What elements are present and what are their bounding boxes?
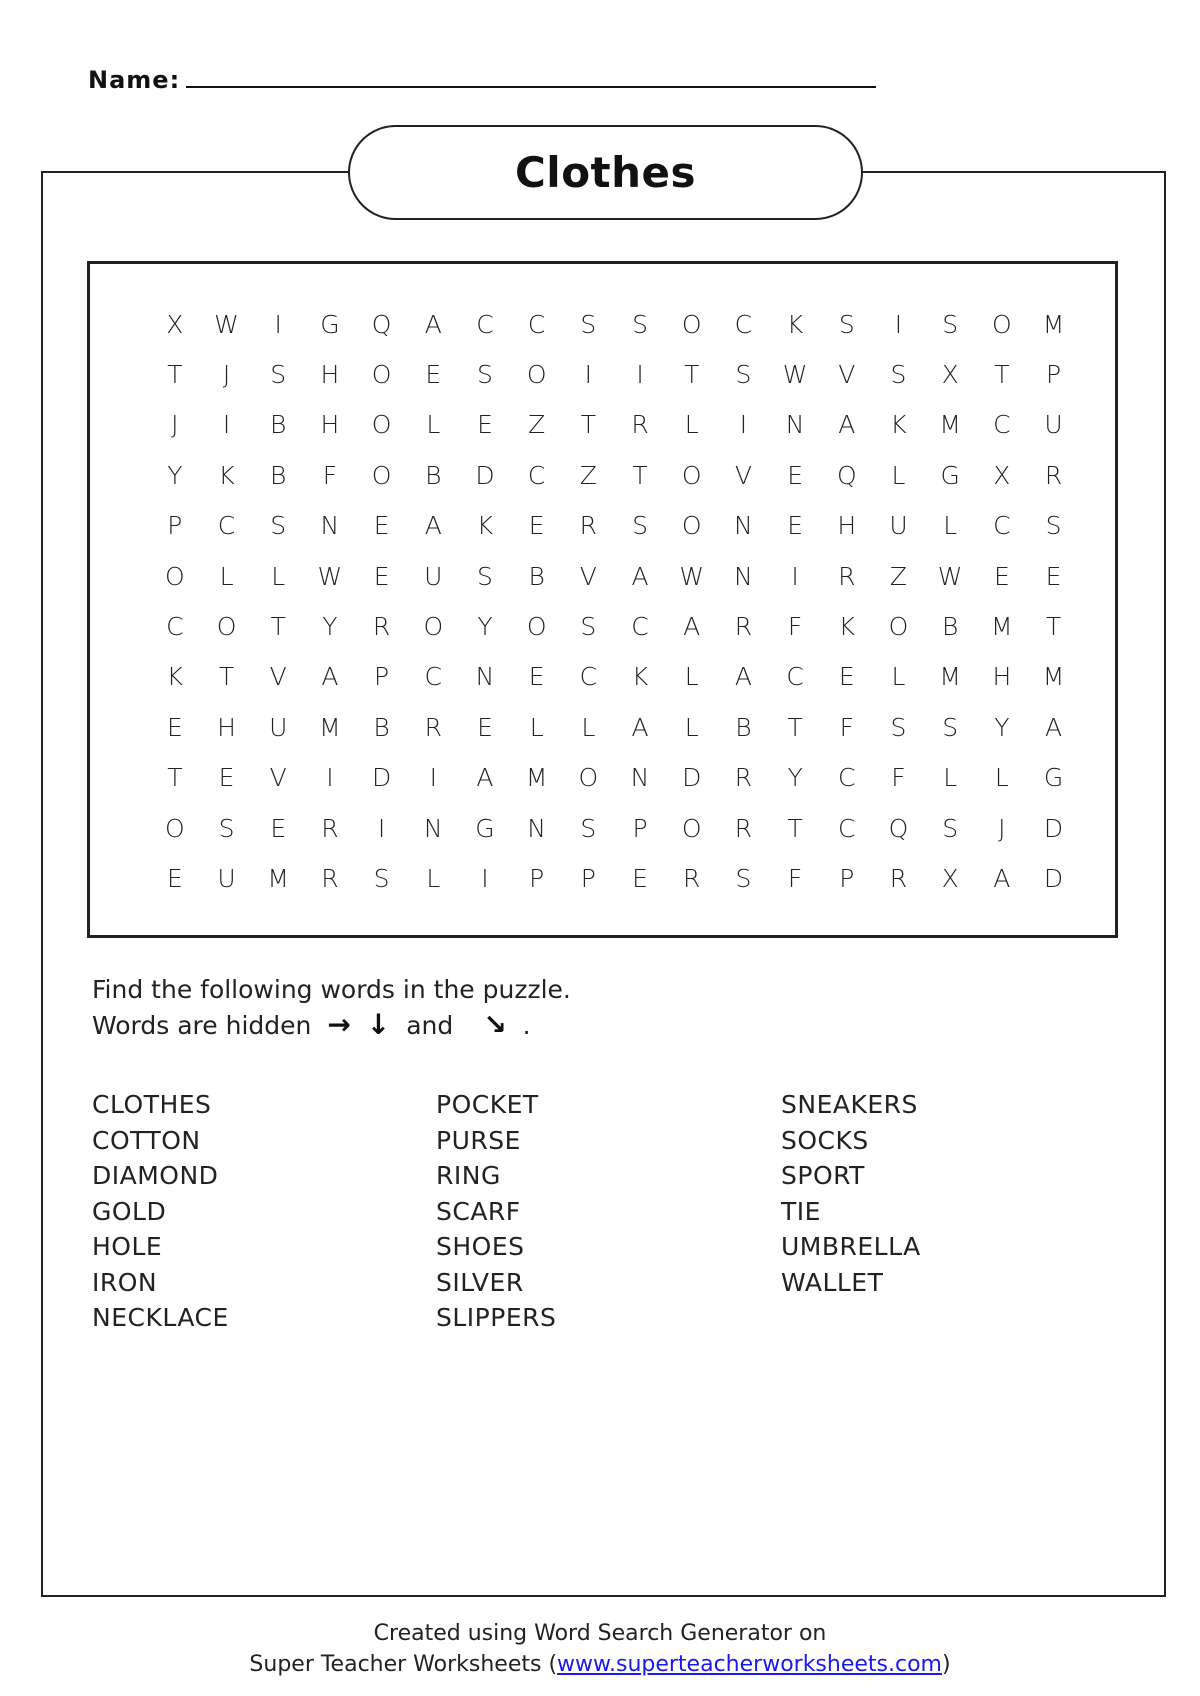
grid-letter: I [377, 813, 386, 843]
grid-letter: A [838, 410, 856, 440]
grid-letter: E [528, 511, 545, 541]
grid-letter: A [424, 309, 442, 339]
grid-letter: C [527, 460, 546, 490]
word-list-item: SILVER [436, 1267, 524, 1297]
word-list-item: TIE [781, 1196, 821, 1226]
grid-letter: S [580, 612, 597, 642]
grid-letter: E [373, 561, 390, 591]
grid-letter: D [682, 763, 702, 793]
grid-letter: P [839, 863, 855, 893]
grid-letter: R [579, 511, 598, 541]
grid-letter: R [424, 712, 442, 742]
word-list-item: COTTON [92, 1125, 201, 1155]
grid-letter: B [735, 712, 752, 742]
footer-suffix: ) [941, 1652, 951, 1677]
grid-letter: N [734, 511, 753, 541]
grid-letter: A [734, 662, 752, 692]
grid-letter: S [1045, 511, 1062, 541]
word-list-item: SLIPPERS [436, 1303, 557, 1332]
grid-letter: E [1045, 561, 1062, 591]
grid-letter: N [734, 561, 753, 591]
grid-letter: T [270, 612, 286, 642]
grid-letter: E [270, 813, 287, 843]
grid-letter: K [890, 410, 907, 440]
grid-letter: Q [836, 460, 857, 490]
grid-letter: T [1045, 612, 1062, 642]
grid-letter: H [217, 712, 236, 742]
grid-letter: S [477, 360, 493, 390]
grid-letter: C [734, 309, 753, 339]
grid-letter: K [218, 460, 235, 490]
grid-letter: L [684, 662, 699, 692]
grid-letter: E [166, 712, 183, 742]
grid-letter: F [787, 863, 803, 893]
grid-letter: H [992, 662, 1012, 692]
word-list-item: HOLE [92, 1232, 163, 1261]
grid-letter: W [937, 561, 963, 591]
word-list-item: SOCKS [781, 1125, 869, 1155]
grid-letter: O [681, 511, 702, 541]
grid-letter: D [1043, 813, 1064, 843]
grid-letter: R [734, 612, 753, 642]
name-label: Name: [88, 66, 181, 94]
grid-letter: C [527, 309, 546, 339]
grid-letter: Q [371, 309, 392, 339]
grid-letter: A [631, 712, 649, 742]
arrow-down-icon: ↓ [366, 1008, 391, 1041]
word-list-item: SCARF [436, 1196, 521, 1226]
grid-letter: F [839, 712, 854, 742]
grid-letter: I [481, 863, 489, 893]
word-list-item: IRON [92, 1267, 158, 1297]
instructions [92, 972, 571, 1043]
word-list-item: SPORT [781, 1161, 865, 1190]
grid-letter: N [630, 763, 650, 793]
grid-letter: S [735, 863, 752, 893]
grid-letter: L [891, 460, 906, 490]
grid-letter: Z [528, 410, 546, 440]
grid-letter: Z [579, 460, 597, 490]
grid-letter: Y [167, 460, 183, 490]
grid-letter: I [739, 410, 748, 440]
grid-letter: T [580, 410, 596, 440]
grid-letter: K [838, 612, 855, 642]
grid-letter: S [735, 360, 752, 390]
grid-letter: G [940, 460, 960, 490]
grid-letter: Y [787, 763, 803, 793]
word-list-item: UMBRELLA [781, 1232, 921, 1261]
grid-letter: R [321, 863, 339, 893]
word-list-item: SNEAKERS [781, 1090, 918, 1119]
grid-letter: N [423, 813, 443, 843]
grid-letter: B [270, 460, 287, 490]
grid-letter: O [526, 612, 547, 642]
title-banner [348, 125, 863, 220]
grid-letter: O [371, 410, 392, 440]
grid-letter: W [679, 561, 705, 591]
grid-letter: A [1044, 712, 1063, 742]
grid-letter: K [631, 662, 649, 692]
grid-letter: P [580, 863, 596, 893]
word-list-item: POCKET [436, 1090, 539, 1119]
grid-letter: F [891, 763, 906, 793]
grid-letter: G [1043, 763, 1064, 793]
grid-letter: M [1042, 309, 1065, 339]
grid-letter: R [734, 763, 753, 793]
grid-letter: B [425, 460, 442, 490]
grid-letter: W [317, 561, 343, 591]
footer-line-1: Created using Word Search Generator on [373, 1621, 827, 1646]
grid-letter: P [529, 863, 545, 893]
word-list-item: GOLD [92, 1196, 167, 1226]
grid-letter: Y [322, 612, 338, 642]
grid-letter: A [476, 763, 494, 793]
grid-letter: O [681, 309, 702, 339]
grid-letter: O [165, 561, 185, 591]
grid-letter: L [684, 410, 699, 440]
grid-letter: E [477, 712, 493, 742]
grid-letter: W [214, 309, 239, 339]
grid-letter: A [683, 612, 701, 642]
grid-letter: S [477, 561, 493, 591]
grid-letter: X [993, 460, 1011, 490]
grid-letter: L [684, 712, 699, 742]
grid-letter: C [838, 763, 856, 793]
grid-letter: O [992, 309, 1012, 339]
grid-letter: O [216, 612, 237, 642]
grid-letter: S [890, 360, 907, 390]
grid-letter: R [838, 561, 856, 591]
grid-letter: A [321, 662, 339, 692]
grid-letter: G [320, 309, 340, 339]
grid-letter: V [269, 662, 287, 692]
grid-letter: P [1045, 360, 1062, 390]
grid-letter: L [426, 863, 441, 893]
grid-letter: S [270, 511, 287, 541]
grid-letter: Y [477, 612, 493, 642]
grid-letter: S [580, 813, 597, 843]
grid-letter: S [942, 712, 959, 742]
grid-letter: R [631, 410, 649, 440]
grid-letter: I [274, 309, 282, 339]
grid-letter: I [429, 763, 437, 793]
grid-letter: O [578, 763, 599, 793]
grid-letter: L [994, 763, 1009, 793]
puzzle-box [87, 261, 1118, 938]
grid-letter: M [939, 662, 961, 692]
grid-letter: A [993, 863, 1011, 893]
instructions-line-2 [92, 1007, 571, 1043]
grid-letter: T [167, 763, 183, 793]
grid-letter: A [631, 561, 649, 591]
grid-letter: I [636, 360, 644, 390]
grid-letter: C [217, 511, 236, 541]
grid-letter: Q [888, 813, 909, 843]
grid-letter: L [426, 410, 441, 440]
grid-letter: P [632, 813, 648, 843]
grid-letter: M [991, 612, 1013, 642]
grid-letter: S [218, 813, 235, 843]
grid-letter: D [475, 460, 495, 490]
grid-letter: O [681, 813, 702, 843]
grid-letter: L [271, 561, 286, 591]
grid-letter: M [267, 863, 289, 893]
word-list-item: DIAMOND [92, 1161, 219, 1190]
grid-letter: F [322, 460, 338, 490]
grid-letter: S [890, 712, 907, 742]
grid-letter: C [838, 813, 856, 843]
instructions-period: . [522, 1011, 531, 1040]
grid-letter: R [734, 813, 753, 843]
grid-letter: E [166, 863, 183, 893]
grid-letter: E [787, 511, 803, 541]
grid-letter: C [579, 662, 598, 692]
grid-letter: L [891, 662, 906, 692]
grid-letter: L [943, 763, 958, 793]
grid-letter: S [373, 863, 390, 893]
grid-letter: N [475, 662, 495, 692]
grid-letter: N [320, 511, 340, 541]
grid-letter: T [787, 813, 803, 843]
grid-letter: H [837, 511, 857, 541]
grid-letter: E [632, 863, 648, 893]
grid-letter: R [683, 863, 701, 893]
grid-letter: X [166, 309, 184, 339]
grid-letter: H [320, 360, 340, 390]
word-list-column-1 [92, 1087, 229, 1336]
word-list-column-2 [436, 1087, 556, 1336]
grid-letter: V [269, 763, 287, 793]
grid-letter: S [632, 309, 648, 339]
grid-letter: E [838, 662, 855, 692]
grid-letter: I [222, 410, 231, 440]
arrow-diagonal-icon: ↘ [483, 1008, 507, 1041]
grid-letter: U [424, 561, 443, 591]
grid-letter: K [476, 511, 494, 541]
grid-letter: K [166, 662, 184, 692]
grid-letter: L [581, 712, 596, 742]
grid-letter: L [529, 712, 544, 742]
grid-letter: B [528, 561, 545, 591]
grid-letter: X [941, 360, 959, 390]
grid-letter: R [1044, 460, 1063, 490]
grid-letter: J [998, 813, 1006, 843]
grid-letter: L [943, 511, 958, 541]
grid-letter: T [787, 712, 803, 742]
grid-letter: E [373, 511, 390, 541]
grid-letter: I [791, 561, 799, 591]
grid-letter: S [942, 309, 959, 339]
grid-letter: E [477, 410, 493, 440]
grid-letter: M [939, 410, 961, 440]
grid-letter: I [326, 763, 334, 793]
grid-letter: S [270, 360, 287, 390]
grid-letter: E [425, 360, 442, 390]
footer-line-2 [0, 1649, 1200, 1680]
grid-letter: R [372, 612, 391, 642]
grid-letter: S [838, 309, 855, 339]
name-field-row [88, 66, 876, 94]
word-list-item: SHOES [436, 1232, 525, 1261]
grid-letter: C [166, 612, 184, 642]
grid-letter: U [269, 712, 288, 742]
grid-letter: O [423, 612, 444, 642]
grid-letter: K [786, 309, 804, 339]
grid-letter: C [993, 410, 1011, 440]
grid-letter: T [684, 360, 700, 390]
letter-grid [149, 299, 1079, 904]
grid-letter: R [321, 813, 339, 843]
grid-letter: J [222, 360, 231, 390]
footer [0, 1618, 1200, 1680]
grid-letter: D [1043, 863, 1064, 893]
grid-letter: E [218, 763, 235, 793]
grid-letter: R [889, 863, 908, 893]
grid-letter: N [785, 410, 805, 440]
grid-letter: X [941, 863, 959, 893]
grid-letter: N [527, 813, 546, 843]
grid-letter: H [320, 410, 340, 440]
grid-letter: A [424, 511, 442, 541]
grid-letter: U [1044, 410, 1063, 440]
grid-letter: C [424, 662, 443, 692]
grid-letter: O [371, 460, 392, 490]
word-list-item: CLOTHES [92, 1090, 212, 1119]
grid-letter: Z [889, 561, 908, 591]
grid-letter: E [993, 561, 1010, 591]
grid-letter: U [889, 511, 908, 541]
word-list-column-3 [781, 1087, 921, 1300]
instructions-line-1: Find the following words in the puzzle. [92, 975, 571, 1004]
grid-letter: J [171, 410, 179, 440]
word-list-item: PURSE [436, 1125, 521, 1155]
grid-letter: E [528, 662, 545, 692]
instructions-and: and [406, 1011, 454, 1040]
grid-letter: G [475, 813, 495, 843]
page-title: Clothes [514, 148, 697, 197]
grid-letter: C [476, 309, 494, 339]
grid-letter: V [734, 460, 752, 490]
grid-letter: S [580, 309, 597, 339]
grid-letter: W [782, 360, 808, 390]
grid-letter: P [167, 511, 183, 541]
instructions-prefix: Words are hidden [92, 1011, 312, 1040]
grid-letter: T [994, 360, 1010, 390]
grid-letter: O [888, 612, 909, 642]
grid-letter: U [217, 863, 236, 893]
word-list-item: WALLET [781, 1267, 884, 1297]
grid-letter: O [371, 360, 392, 390]
footer-link[interactable]: www.superteacherworksheets.com [557, 1652, 942, 1677]
name-blank-line [186, 66, 876, 88]
grid-letter: P [374, 662, 390, 692]
grid-letter: Y [994, 712, 1010, 742]
grid-letter: D [371, 763, 392, 793]
grid-letter: T [218, 662, 235, 692]
grid-letter: C [786, 662, 804, 692]
grid-letter: C [631, 612, 649, 642]
grid-letter: T [632, 460, 648, 490]
grid-letter: S [632, 511, 648, 541]
grid-letter: B [373, 712, 390, 742]
grid-letter: C [993, 511, 1011, 541]
grid-letter: L [219, 561, 234, 591]
grid-letter: S [942, 813, 959, 843]
grid-letter: V [579, 561, 597, 591]
arrow-right-icon: → [327, 1008, 351, 1041]
grid-letter: T [167, 360, 183, 390]
grid-letter: I [894, 309, 903, 339]
grid-letter: O [165, 813, 185, 843]
grid-letter: F [787, 612, 803, 642]
grid-letter: E [787, 460, 803, 490]
grid-letter: M [525, 763, 548, 793]
grid-letter: M [319, 712, 341, 742]
grid-letter: O [526, 360, 547, 390]
grid-letter: V [838, 360, 856, 390]
grid-letter: B [270, 410, 287, 440]
grid-letter: M [1042, 662, 1065, 692]
grid-letter: I [584, 360, 593, 390]
grid-letter: O [681, 460, 702, 490]
footer-prefix: Super Teacher Worksheets ( [249, 1652, 558, 1677]
word-list-item: RING [436, 1161, 501, 1190]
word-list-item: NECKLACE [92, 1303, 229, 1332]
grid-letter: B [941, 612, 959, 642]
